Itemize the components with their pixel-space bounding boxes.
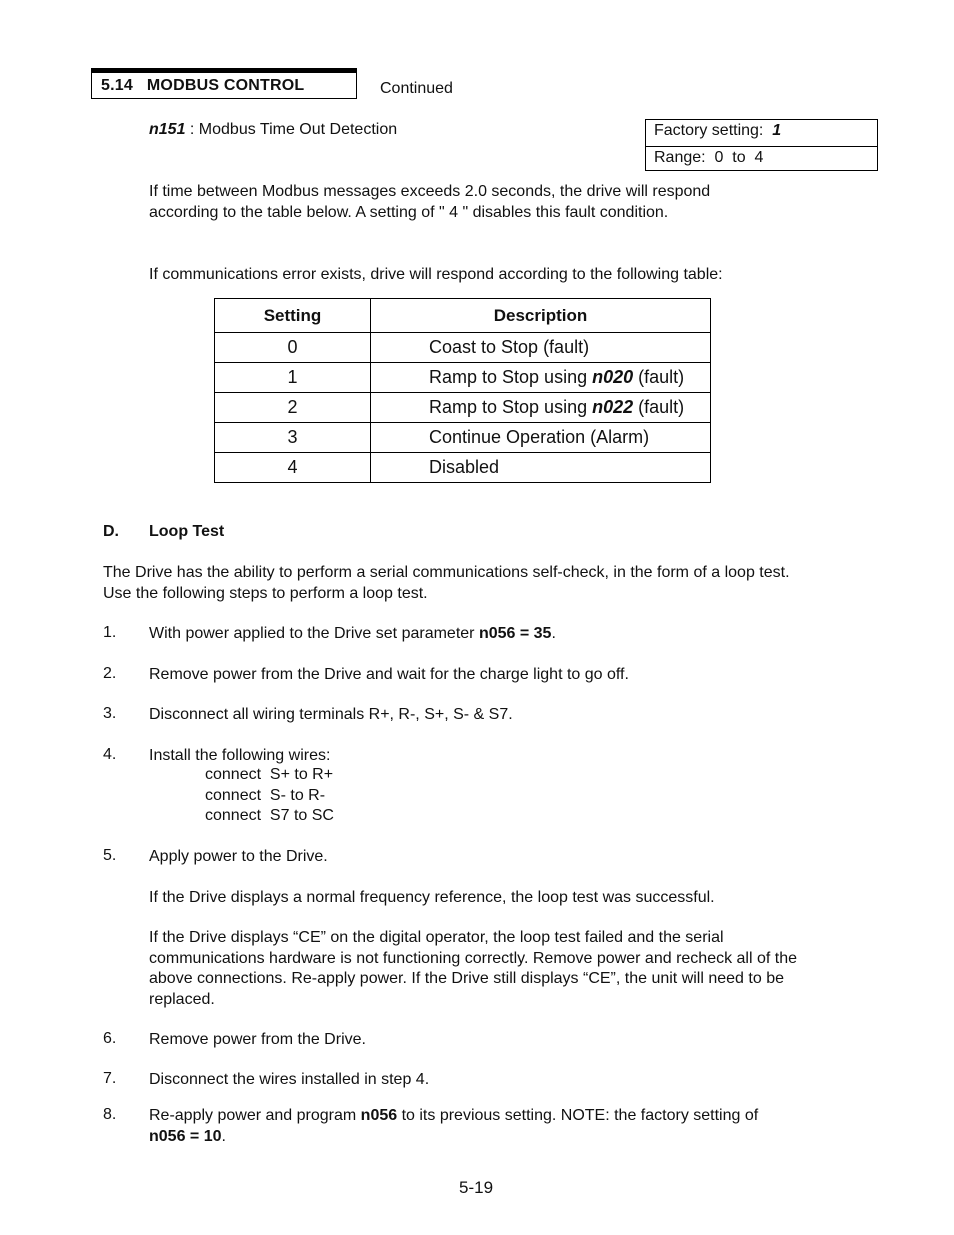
section-header-box <box>91 68 357 99</box>
loop-test-heading: Loop Test <box>149 523 225 540</box>
table-row <box>215 333 711 363</box>
step-7-text: Disconnect the wires installed in step 4. <box>149 1071 430 1088</box>
table-intro: If communications error exists, drive will respond according to the following table: <box>149 266 723 283</box>
step-number: 6. <box>103 1030 117 1047</box>
loop-test-letter: D. <box>103 523 119 540</box>
step-number: 3. <box>103 705 117 722</box>
step-2-text: Remove power from the Drive and wait for the charge light to go off. <box>149 666 629 683</box>
step-3-text: Disconnect all wiring terminals R+, R-, S+, S- & S7. <box>149 706 513 723</box>
table-row <box>215 453 711 483</box>
setting-cell: 0 <box>215 333 371 363</box>
page-number: 5-19 <box>459 1178 494 1197</box>
setting-cell: 3 <box>215 423 371 453</box>
step-5-success: If the Drive displays a normal frequency reference, the loop test was successful. <box>149 889 715 906</box>
header-description: Description <box>371 299 711 333</box>
step-6-text: Remove power from the Drive. <box>149 1031 366 1048</box>
step-5-text: Apply power to the Drive. <box>149 848 328 865</box>
header-setting: Setting <box>215 299 371 333</box>
step-number: 7. <box>103 1070 117 1087</box>
table-row <box>215 423 711 453</box>
continued-label: Continued <box>380 80 453 97</box>
description-cell: Continue Operation (Alarm) <box>371 423 711 453</box>
parameter-code: n151 <box>149 121 186 138</box>
divider <box>646 146 877 147</box>
range: Range: 0 to 4 <box>654 149 764 166</box>
wire-instruction: connect S- to R- <box>205 787 326 804</box>
step-1-text: With power applied to the Drive set parameter n056 = 35. <box>149 625 556 642</box>
step-number: 4. <box>103 746 117 763</box>
factory-setting: Factory setting: 1 <box>654 122 782 139</box>
table-header-row <box>215 299 711 333</box>
loop-test-intro: The Drive has the ability to perform a serial communications self-check, in the form of a loop test. Use the following steps to perform a loop test. <box>103 564 790 602</box>
parameter-title: n151 : Modbus Time Out Detection <box>149 121 398 138</box>
step-4-text: Install the following wires: <box>149 747 331 764</box>
setting-cell: 1 <box>215 363 371 393</box>
description-cell: Coast to Stop (fault) <box>371 333 711 363</box>
step-number: 5. <box>103 847 117 864</box>
step-number: 1. <box>103 624 117 641</box>
step-8-text: Re-apply power and program n056 to its previous setting. NOTE: the factory setting of n056 = 10. <box>149 1107 759 1145</box>
wire-instruction: connect S+ to R+ <box>205 766 334 783</box>
step-5-failure: If the Drive displays “CE” on the digital operator, the loop test failed and the serial communications hardware is not functioning correctly. Remove power and recheck all of the above connections. Re-apply power. If the Drive still displays “CE”, the unit will need to be replaced. <box>149 929 798 1008</box>
response-table <box>214 298 711 483</box>
setting-cell: 4 <box>215 453 371 483</box>
table-row <box>215 393 711 423</box>
step-number: 8. <box>103 1106 117 1123</box>
description-cell: Disabled <box>371 453 711 483</box>
step-number: 2. <box>103 665 117 682</box>
wire-instruction: connect S7 to SC <box>205 807 334 824</box>
setting-cell: 2 <box>215 393 371 423</box>
timeout-description: If time between Modbus messages exceeds 2.0 seconds, the drive will respond according to the table below. A setting of " 4 " disables this fault condition. <box>149 183 711 221</box>
description-cell: Ramp to Stop using n020 (fault) <box>371 363 711 393</box>
table-row <box>215 363 711 393</box>
section-title: 5.14 MODBUS CONTROL <box>101 77 305 94</box>
description-cell: Ramp to Stop using n022 (fault) <box>371 393 711 423</box>
factory-setting-box <box>645 119 878 171</box>
